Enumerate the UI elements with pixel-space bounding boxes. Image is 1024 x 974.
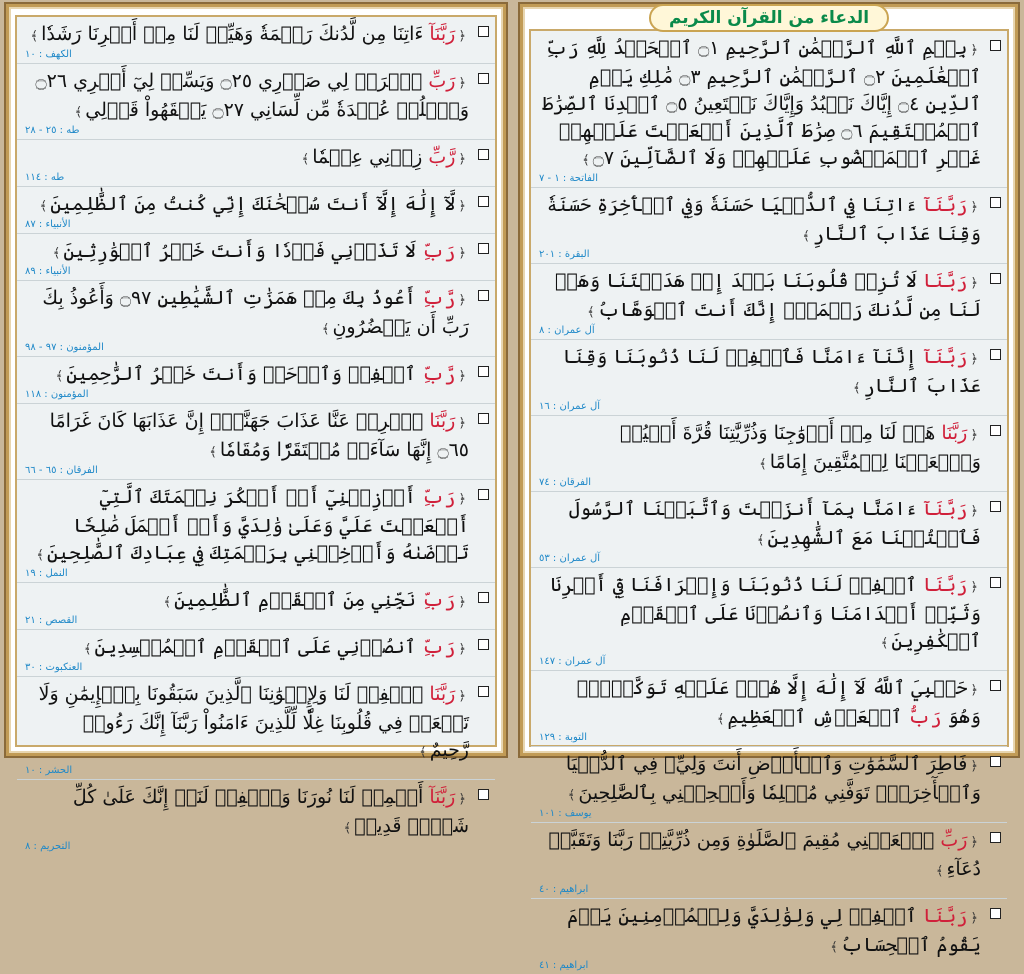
dua-body (539, 496, 981, 565)
checkbox[interactable] (478, 243, 489, 254)
verse-highlight: رَبِّ (940, 829, 968, 851)
dua-body (25, 238, 469, 278)
surah-reference: طه : ٢٥ - ٢٨ (25, 125, 80, 136)
surah-reference: آل عمران : ١٦ (539, 401, 601, 412)
verse-text (539, 496, 981, 554)
verse-text (25, 361, 469, 390)
ornament-open-icon: ﴿ (458, 369, 466, 384)
checkbox[interactable] (478, 789, 489, 800)
checkbox[interactable] (990, 832, 1001, 843)
verse-main: ٱغۡفِرۡ لَنَا وَلِإِخۡوَٰنِنَا ٱلَّذِينَ سَبَقُونَا بِٱلۡإِيمَٰنِ وَلَا تَجۡعَلۡ فِي قُلُوبِنَا غِلّٗا لِّلَّذِينَ ءَامَنُواْ رَبَّنَآ إِنَّكَ رَءُوفٞ رَّحِيمٌ (38, 683, 469, 761)
verse-highlight: رَبُّ (908, 706, 942, 728)
verse-highlight: رَبَّنَا (922, 270, 968, 292)
verse-highlight: رَبِّ (421, 486, 456, 508)
dua-row (531, 188, 1007, 264)
verse-highlight: رَبَّنَآ (922, 194, 968, 216)
ornament-close-icon: ﴾ (419, 745, 427, 760)
verse-highlight: رَبَّنَا (922, 574, 968, 596)
verse-text (25, 484, 469, 569)
surah-reference: آل عمران : ٥٣ (539, 553, 601, 564)
surah-reference: طه : ١١٤ (25, 172, 65, 183)
verse-text (25, 21, 469, 50)
checkbox[interactable] (478, 26, 489, 37)
dua-body (539, 192, 981, 261)
verse-main: ٱجۡعَلۡنِي مُقِيمَ ٱلصَّلَوٰةِ وَمِن ذُرِّيَّتِيۚ رَبَّنَا وَتَقَبَّلۡ دُعَآءِ (548, 829, 981, 880)
ornament-close-icon: ﴾ (802, 229, 811, 244)
ornament-close-icon: ﴾ (55, 369, 64, 384)
verse-text (25, 238, 469, 267)
surah-reference: الأنبياء : ٨٧ (25, 219, 71, 230)
ornament-close-icon: ﴾ (30, 29, 39, 44)
verse-text (539, 192, 981, 250)
checkbox[interactable] (478, 149, 489, 160)
ornament-close-icon: ﴾ (716, 712, 725, 727)
left-dua-list (17, 17, 495, 852)
checkbox[interactable] (478, 290, 489, 301)
dua-body (25, 361, 469, 401)
checkbox[interactable] (990, 425, 1001, 436)
verse-main: ٱنصُرۡنِي عَلَى ٱلۡقَوۡمِ ٱلۡمُفۡسِدِينَ (94, 636, 422, 658)
ornament-open-icon: ﴿ (458, 29, 466, 44)
checkbox[interactable] (990, 908, 1001, 919)
verse-main: ءَاتِنَا مِن لَّدُنكَ رَحۡمَةٗ وَهَيِّئۡ لَنَا مِنۡ أَمۡرِنَا رَشَدٗا (41, 23, 430, 45)
dua-row (17, 583, 495, 630)
dua-row (531, 264, 1007, 340)
ornament-open-icon: ﴿ (970, 580, 978, 595)
dua-body (539, 903, 981, 972)
ornament-open-icon: ﴿ (970, 911, 978, 926)
ornament-open-icon: ﴿ (458, 595, 466, 610)
verse-main: ٱشۡرَحۡ لِي صَدۡرِي ۝٢٥ وَيَسِّرۡ لِيٓ أَمۡرِي ۝٢٦ وَٱحۡلُلۡ عُقۡدَةٗ مِّن لِّسَانِي ۝٢٧ يَفۡقَهُواْ قَوۡلِي (35, 70, 469, 121)
dua-row (531, 899, 1007, 974)
ornament-close-icon: ﴾ (582, 153, 590, 168)
checkbox[interactable] (990, 680, 1001, 691)
ornament-open-icon: ﴿ (458, 416, 466, 431)
dua-body (539, 675, 981, 744)
dua-body (25, 634, 469, 674)
verse-text (539, 420, 981, 478)
dua-body (539, 572, 981, 668)
dua-row (531, 671, 1007, 747)
verse-text (25, 191, 469, 220)
ornament-close-icon: ﴾ (39, 199, 48, 214)
ornament-open-icon: ﴿ (458, 76, 466, 91)
checkbox[interactable] (478, 73, 489, 84)
verse-main: أَوۡزِعۡنِيٓ أَنۡ أَشۡكُرَ نِعۡمَتَكَ ٱلَّتِيٓ أَنۡعَمۡتَ عَلَيَّ وَعَلَىٰ وَٰلِدَيَّ وَأَنۡ أَعۡمَلَ صَٰلِحٗا تَرۡضَىٰهُ وَأَدۡخِلۡنِي بِرَحۡمَتِكَ فِي عِبَادِكَ ٱلصَّٰلِحِينَ (47, 486, 469, 564)
verse-highlight: رَّبِّ (421, 363, 456, 385)
checkbox[interactable] (478, 592, 489, 603)
dua-body (25, 21, 469, 61)
verse-highlight: رَبَّنَا (922, 905, 968, 927)
verse-highlight: رَّبِّ (421, 287, 456, 309)
dua-body (539, 268, 981, 337)
checkbox[interactable] (990, 756, 1001, 767)
dua-body (25, 587, 469, 627)
ornament-open-icon: ﴿ (458, 293, 466, 308)
ornament-open-icon: ﴿ (970, 276, 978, 291)
verse-main: ٱغۡفِرۡ لَنَا ذُنُوبَنَا وَإِسۡرَافَنَا فِيٓ أَمۡرِنَا وَثَبِّتۡ أَقۡدَامَنَا وَٱنصُرۡنَا عَلَى ٱلۡقَوۡمِ ٱلۡكَٰفِرِينَ (550, 574, 981, 652)
dua-row (531, 568, 1007, 671)
ornament-close-icon: ﴾ (163, 595, 172, 610)
dua-row (531, 340, 1007, 416)
dua-body (25, 68, 469, 137)
ornament-open-icon: ﴿ (458, 199, 466, 214)
surah-reference: التوبة : ١٢٩ (539, 732, 588, 743)
ornament-close-icon: ﴾ (83, 642, 92, 657)
verse-text (539, 827, 981, 885)
dua-body (25, 681, 469, 777)
checkbox[interactable] (478, 366, 489, 377)
verse-main: فَاطِرَ ٱلسَّمَٰوَٰتِ وَٱلۡأَرۡضِ أَنتَ وَلِيِّۦ فِي ٱلدُّنۡيَا وَٱلۡأٓخِرَةِۖ تَوَفَّنِي مُسۡلِمٗا وَأَلۡحِقۡنِي بِٱلصَّٰلِحِينَ (565, 753, 981, 804)
surah-reference: التحريم : ٨ (25, 841, 71, 852)
surah-reference: العنكبوت : ٣٠ (25, 662, 83, 673)
dua-row (531, 823, 1007, 899)
ornament-open-icon: ﴿ (458, 246, 466, 261)
verse-highlight: رَبَّنَآ (922, 346, 968, 368)
verse-main: ءَامَنَّا بِمَآ أَنزَلۡتَ وَٱتَّبَعۡنَا ٱلرَّسُولَ فَٱكۡتُبۡنَا مَعَ ٱلشَّٰهِدِينَ (568, 498, 981, 549)
verse-main: إِنَّنَآ ءَامَنَّا فَٱغۡفِرۡ لَنَا ذُنُوبَنَا وَقِنَا عَذَابَ ٱلنَّارِ (562, 346, 981, 397)
surah-reference: القصص : ٢١ (25, 615, 78, 626)
checkbox[interactable] (990, 40, 1001, 51)
ornament-close-icon: ﴾ (587, 305, 595, 320)
ornament-close-icon: ﴾ (301, 152, 310, 167)
surah-reference: الحشر : ١٠ (25, 765, 73, 776)
verse-text (539, 344, 981, 402)
checkbox[interactable] (478, 686, 489, 697)
ornament-close-icon: ﴾ (880, 636, 889, 651)
verse-text (25, 285, 469, 343)
verse-main: لَا تَذَرۡنِي فَرۡدٗا وَأَنتَ خَيۡرُ ٱلۡوَٰرِثِينَ (63, 240, 422, 262)
checkbox[interactable] (990, 273, 1001, 284)
verse-text (25, 681, 469, 766)
checkbox[interactable] (990, 501, 1001, 512)
ornament-close-icon: ﴾ (74, 105, 83, 120)
verse-main: بِسۡمِ ٱللَّهِ ٱلرَّحۡمَٰنِ ٱلرَّحِيمِ ۝١ ٱلۡحَمۡدُ لِلَّهِ رَبِّ ٱلۡعَٰلَمِينَ ۝٢ ٱلرَّحۡمَٰنِ ٱلرَّحِيمِ ۝٣ مَٰلِكِ يَوۡمِ ٱلدِّينِ ۝٤ إِيَّاكَ نَعۡبُدُ وَإِيَّاكَ نَسۡتَعِينُ ۝٥ ٱهۡدِنَا ٱلصِّرَٰطَ ٱلۡمُسۡتَقِيمَ ۝٦ صِرَٰطَ ٱلَّذِينَ أَنۡعَمۡتَ عَلَيۡهِمۡ غَيۡرِ ٱلۡمَغۡضُوبِ عَلَيۡهِمۡ وَلَا ٱلضَّآلِّينَ ۝٧ (542, 37, 981, 169)
verse-text (539, 675, 981, 733)
dua-row (17, 480, 495, 583)
surah-reference: المؤمنون : ١١٨ (25, 389, 89, 400)
ornament-open-icon: ﴿ (458, 792, 466, 807)
verse-highlight: رَبِّ (421, 589, 456, 611)
ornament-open-icon: ﴿ (458, 152, 466, 167)
surah-reference: الفرقان : ٧٤ (539, 477, 592, 488)
verse-main: هَبۡ لَنَا مِنۡ أَزۡوَٰجِنَا وَذُرِّيَّٰتِنَا قُرَّةَ أَعۡيُنٖ وَٱجۡعَلۡنَا لِلۡمُتَّقِينَ إِمَامًا (619, 422, 981, 473)
verse-text (539, 268, 981, 326)
verse-main: نَجِّنِي مِنَ ٱلۡقَوۡمِ ٱلظَّٰلِمِينَ (174, 589, 422, 611)
surah-reference: الأنبياء : ٨٩ (25, 266, 71, 277)
verse-text (539, 572, 981, 657)
ornament-open-icon: ﴿ (970, 759, 978, 774)
dua-body (25, 285, 469, 354)
ornament-close-icon: ﴾ (343, 821, 352, 836)
dua-row (17, 281, 495, 357)
surah-reference: البقرة : ٢٠١ (539, 249, 590, 260)
ornament-close-icon: ﴾ (853, 381, 861, 396)
ornament-open-icon: ﴿ (458, 642, 466, 657)
verse-highlight: رَبِّ (421, 240, 456, 262)
dua-row (531, 416, 1007, 492)
ornament-open-icon: ﴿ (970, 43, 978, 58)
checkbox[interactable] (990, 349, 1001, 360)
ornament-close-icon: ﴾ (759, 457, 767, 472)
left-page (6, 4, 506, 852)
checkbox[interactable] (478, 196, 489, 207)
verse-text (539, 35, 981, 174)
surah-reference: المؤمنون : ٩٧ - ٩٨ (25, 342, 104, 353)
verse-highlight: رَبَّنَآ (429, 23, 456, 45)
dua-body (25, 144, 469, 184)
verse-main: لَا تُزِغۡ قُلُوبَنَا بَعۡدَ إِذۡ هَدَيۡتَنَا وَهَبۡ لَنَا مِن لَّدُنكَ رَحۡمَةًۚ إِنَّكَ أَنتَ ٱلۡوَهَّابُ (555, 270, 981, 321)
verse-main: زِدۡنِي عِلۡمٗا (312, 146, 429, 168)
ornament-open-icon: ﴿ (970, 835, 978, 850)
dua-body (25, 784, 469, 853)
verse-text (539, 751, 981, 809)
checkbox[interactable] (478, 413, 489, 424)
dua-row (17, 64, 495, 140)
dua-row (17, 357, 495, 404)
dua-body (539, 344, 981, 413)
surah-reference: النمل : ١٩ (25, 568, 68, 579)
ornament-open-icon: ﴿ (458, 689, 466, 704)
verse-main: ٱلۡعَرۡشِ ٱلۡعَظِيمِ (727, 706, 909, 728)
surah-reference: الفرقان : ٦٥ - ٦٦ (25, 465, 98, 476)
ornament-open-icon: ﴿ (970, 428, 978, 443)
verse-text (25, 634, 469, 663)
dua-body (25, 484, 469, 580)
verse-main: أَعُوذُ بِكَ مِنۡ هَمَزَٰتِ ٱلشَّيَٰطِينِ ۝٩٧ وَأَعُوذُ بِكَ رَبِّ أَن يَحۡضُرُونِ (42, 287, 469, 338)
dua-row (17, 140, 495, 187)
dua-row (17, 630, 495, 677)
ornament-close-icon: ﴾ (36, 548, 44, 563)
right-dua-list (531, 31, 1007, 971)
dua-row (531, 31, 1007, 188)
ornament-close-icon: ﴾ (935, 864, 944, 879)
verse-highlight: رَبِّ (421, 636, 456, 658)
dua-row (17, 187, 495, 234)
dua-row (17, 17, 495, 64)
verse-text (25, 144, 469, 173)
verse-main: ٱغۡفِرۡ وَٱرۡحَمۡ وَأَنتَ خَيۡرُ ٱلرَّٰحِمِينَ (66, 363, 422, 385)
dua-row (17, 404, 495, 480)
verse-highlight: رَبِّ (428, 70, 456, 92)
ornament-close-icon: ﴾ (52, 246, 61, 261)
verse-main: ٱصۡرِفۡ عَنَّا عَذَابَ جَهَنَّمَۖ إِنَّ عَذَابَهَا كَانَ غَرَامًا ۝٦٥ إِنَّهَا سَآءَتۡ مُسۡتَقَرّٗا وَمُقَامٗا (49, 410, 469, 461)
dua-body (539, 751, 981, 820)
dua-row (17, 234, 495, 281)
ornament-open-icon: ﴿ (970, 200, 978, 215)
verse-highlight: رَبَّنَا (429, 683, 456, 705)
surah-reference: آل عمران : ١٤٧ (539, 656, 606, 667)
verse-text (25, 408, 469, 466)
dua-row (531, 747, 1007, 823)
verse-main: ٱغۡفِرۡ لِي وَلِوَٰلِدَيَّ وَلِلۡمُؤۡمِنِينَ يَوۡمَ يَقُومُ ٱلۡحِسَابُ (567, 905, 981, 956)
ornament-close-icon: ﴾ (567, 788, 576, 803)
checkbox[interactable] (990, 197, 1001, 208)
dua-row (17, 780, 495, 855)
verse-highlight: رَبَّنَآ (922, 498, 968, 520)
right-panel (529, 29, 1009, 971)
surah-reference: الفاتحة : ١ - ٧ (539, 173, 598, 184)
ornament-open-icon: ﴿ (970, 352, 978, 367)
verse-prefix: حَسۡبِيَ ٱللَّهُ لَآ إِلَٰهَ إِلَّا هُوَۖ عَلَيۡهِ تَوَكَّلۡتُۖ وَهُوَ (576, 677, 981, 728)
surah-reference: ابراهيم : ٤١ (539, 960, 589, 971)
verse-main: ءَاتِنَا فِي ٱلدُّنۡيَا حَسَنَةٗ وَفِي ٱلۡأٓخِرَةِ حَسَنَةٗ وَقِنَا عَذَابَ ٱلنَّارِ (547, 194, 981, 245)
ornament-close-icon: ﴾ (209, 445, 217, 460)
ornament-close-icon: ﴾ (321, 322, 330, 337)
page-title: الدعاء من القرآن الكريم (649, 4, 889, 32)
verse-highlight: رَّبِّ (428, 146, 456, 168)
dua-row (17, 677, 495, 780)
ornament-open-icon: ﴿ (970, 683, 978, 698)
verse-text (25, 587, 469, 616)
checkbox[interactable] (478, 489, 489, 500)
dua-body (539, 420, 981, 489)
surah-reference: ابراهيم : ٤٠ (539, 884, 589, 895)
dua-body (25, 191, 469, 231)
surah-reference: الكهف : ١٠ (25, 49, 72, 60)
verse-highlight: رَبَّنَا (429, 410, 456, 432)
checkbox[interactable] (478, 639, 489, 650)
right-page (520, 4, 1018, 971)
surah-reference: يوسف : ١٠١ (539, 808, 592, 819)
verse-main: أَتۡمِمۡ لَنَا نُورَنَا وَٱغۡفِرۡ لَنَآۖ إِنَّكَ عَلَىٰ كُلِّ شَيۡءٖ قَدِيرٞ (72, 786, 469, 837)
checkbox[interactable] (990, 577, 1001, 588)
dua-body (539, 827, 981, 896)
left-panel (15, 15, 497, 852)
ornament-close-icon: ﴾ (756, 533, 765, 548)
dua-row (531, 492, 1007, 568)
verse-highlight: رَبَّنَا (941, 422, 968, 444)
ornament-open-icon: ﴿ (970, 504, 978, 519)
surah-reference: آل عمران : ٨ (539, 325, 595, 336)
verse-text (539, 903, 981, 961)
ornament-close-icon: ﴾ (830, 940, 838, 955)
ornament-open-icon: ﴿ (458, 492, 466, 507)
verse-main: لَّآ إِلَٰهَ إِلَّآ أَنتَ سُبۡحَٰنَكَ إِنِّي كُنتُ مِنَ ٱلظَّٰلِمِينَ (50, 193, 456, 215)
verse-highlight: رَبَّنَآ (429, 786, 456, 808)
dua-body (539, 35, 981, 185)
verse-text (25, 784, 469, 842)
verse-text (25, 68, 469, 126)
dua-body (25, 408, 469, 477)
